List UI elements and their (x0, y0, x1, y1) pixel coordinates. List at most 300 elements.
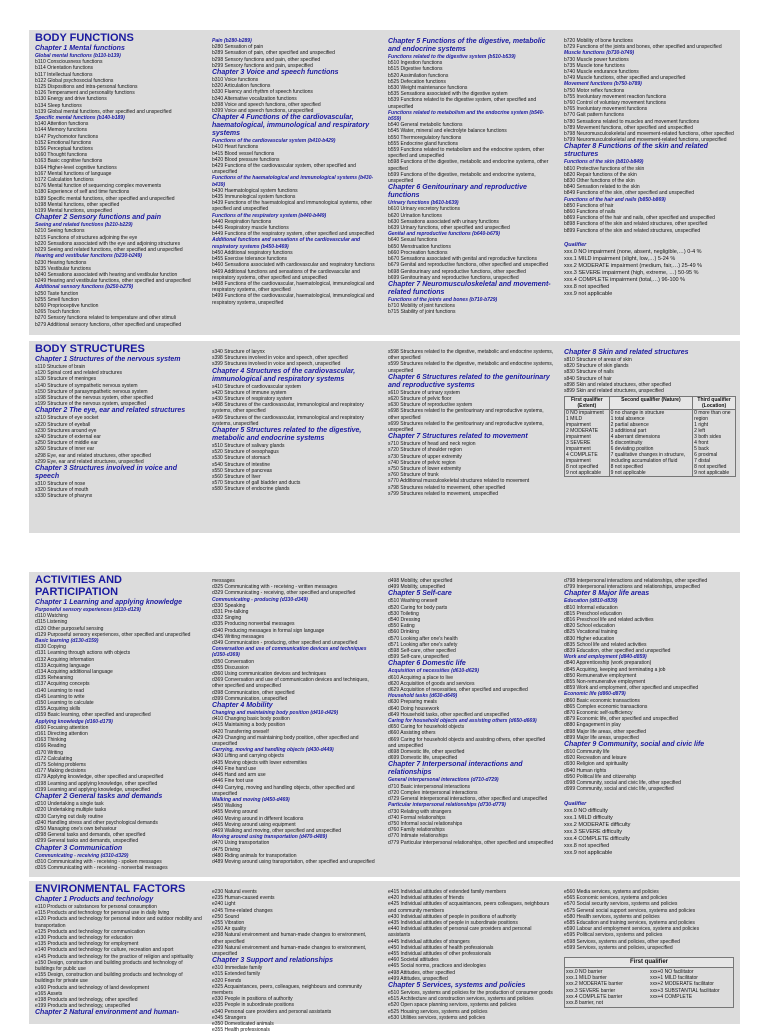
ef-qualifier-facilitators (649, 968, 733, 1007)
code-entry: b530 Weight maintenance functions (388, 85, 468, 92)
code-entry: b429 Functions of the cardiovascular system, other specified and unspecified (212, 163, 356, 176)
code-entry: s320 Structure of mouth (35, 487, 89, 494)
ap-qualifier-list (564, 808, 734, 857)
code-entry: b445 Respiratory muscle functions (212, 225, 289, 232)
chapter-heading: Chapter 7 Neuromusculoskeletal and movement-related functions (388, 280, 551, 296)
code-entry: d332 Singing (212, 615, 242, 622)
ap-col-2 (212, 578, 378, 876)
code-entry: d660 Assisting others (388, 730, 436, 737)
code-entry: s299 Eye, ear and related structures, unspecified (35, 458, 144, 465)
bf-qualifier-title: Qualifier (564, 241, 587, 248)
code-entry: d860 Basic economic transactions (564, 697, 640, 704)
subgroup-heading: Education (d810-d839) (564, 598, 618, 605)
qualifier-entry: xxx.2 MODERATE barrier (566, 981, 623, 988)
ef-qualifier-head: First qualifier (564, 957, 734, 968)
bs-col-4 (564, 349, 736, 531)
code-entry: e570 Social security services, systems and policies (564, 901, 678, 908)
code-entry: d134 Acquiring additional language (35, 669, 113, 676)
activities-participation-panel (29, 572, 740, 877)
code-entry: d835 School life and related activities (564, 641, 647, 648)
code-entry: s120 Spinal cord and related structures (35, 370, 122, 377)
code-entry: b160 Thought functions (35, 152, 88, 159)
bs-col-1 (35, 343, 203, 531)
qualifier-entry: 0 no change in structure (610, 410, 665, 417)
code-entry: e575 General social support services, systems and policies (564, 907, 696, 914)
bf-col-4 (564, 38, 734, 334)
qualifier-entry: xxx.4 COMPLETE difficulty (564, 835, 630, 842)
code-entry: b670 Sensations associated with genital and reproductive functions (388, 256, 537, 263)
code-entry: s140 Structure of sympathetic nervous system (35, 382, 138, 389)
code-entry: s399 Structures involved in voice and speech, unspecified (212, 361, 341, 368)
subgroup-heading: Functions of the hair and nails (b850-b869) (564, 196, 666, 203)
code-entry: s530 Structure of stomach (212, 455, 271, 462)
code-entry: b117 Intellectual functions (35, 71, 93, 78)
chapter-heading: Chapter 2 General tasks and demands (35, 793, 163, 801)
code-entry: e230 Natural events (212, 889, 257, 895)
chapter-heading: Chapter 1 Mental functions (35, 45, 125, 52)
qualifier-entry: xxx.4 COMPLETE impairment (total,…) 96-100 % (564, 276, 686, 283)
subgroup-heading: Additional functions and sensations of the cardiovascular and respiratory systems (b450-b469) (212, 237, 361, 250)
qualifier-entry: 1 right (694, 422, 709, 429)
code-entry: b399 Voice and speech functions, unspecified (212, 108, 314, 115)
chapter-heading: Chapter 4 Functions of the cardiovascular, haematological, immunological and respiratory systems (212, 114, 370, 138)
ef-col-4-list (564, 889, 734, 951)
code-entry: d870 Economic self-sufficiency (564, 710, 633, 717)
chapter-heading: Chapter 2 Sensory functions and pain (35, 214, 162, 222)
code-entry: s550 Structure of pancreas (212, 467, 273, 474)
subgroup-heading: Pain (b280-b289) (212, 38, 252, 44)
qualifier-entry: xxx.3 SEVERE impairment (high, extreme, …) 50-95 % (564, 269, 699, 276)
chapter-heading: Chapter 1 Learning and applying knowledge (35, 599, 183, 606)
code-entry: b598 Functions of the digestive, metabolic and endocrine systems, other specified (388, 159, 549, 172)
code-entry: e450 Individual attitudes of health professionals (388, 944, 494, 951)
chapter-heading: Chapter 5 Functions of the digestive, metabolic and endocrine systems (388, 38, 546, 53)
code-entry: d770 Intimate relationships (388, 833, 448, 840)
code-entry: d325 Communicating with - receiving - written messages (212, 584, 338, 591)
code-entry: b144 Memory functions (35, 127, 87, 134)
code-entry: e345 Strangers (212, 1014, 247, 1021)
qualifier-entry: 9 not applicable (610, 470, 646, 477)
code-entry: d499 Mobility, unspecified (388, 584, 446, 591)
code-entry: s799 Structures related to movement, unspecified (388, 490, 499, 497)
qualifier-entry: 2 left (694, 428, 705, 435)
code-entry: e260 Air quality (212, 926, 247, 933)
subgroup-heading: Functions of the respiratory system (b440-b449) (212, 212, 327, 219)
code-entry: e165 Assets (35, 990, 63, 997)
qualifier-entry: 7 distal (694, 458, 710, 465)
code-entry: e199 Products and technology, unspecified (35, 1003, 131, 1010)
code-entry: e515 Architecture and construction services, systems and policies (388, 996, 534, 1003)
qualifier-entry: 9 not applicable (694, 470, 730, 477)
code-entry: b420 Blood pressure functions (212, 156, 280, 163)
subgroup-heading: Seeing and related functions (b210-b229) (35, 222, 133, 229)
chapter-heading: Chapter 3 Support and relationships (212, 957, 333, 965)
code-entry: s499 Structures of the cardiovascular, immunological and respiratory systems, unspecified (212, 414, 364, 427)
code-entry: d398 Communication, other specified (212, 689, 295, 696)
code-entry: b715 Stability of joint functions (388, 309, 456, 316)
qualifier-entry: xxx.0 NO impairment (none, absent, negligible,…) 0-4 % (564, 248, 702, 255)
code-entry: b230 Hearing functions (35, 259, 87, 266)
code-entry: d520 Caring for body parts (388, 604, 448, 611)
code-entry: d779 Particular interpersonal relationships, other specified and unspecified (388, 839, 554, 846)
code-entry: d620 Acquisition of goods and services (388, 680, 475, 687)
bf-qualifier-list (564, 249, 734, 298)
bf-col-3-list (388, 38, 554, 316)
code-entry: b260 Proprioceptive function (35, 302, 99, 309)
code-entry: b540 General metabolic functions (388, 122, 463, 129)
code-entry: b735 Muscle tone functions (564, 62, 625, 69)
code-entry: e565 Economic services, systems and policies (564, 895, 668, 902)
code-entry: b110 Consciousness functions (35, 59, 103, 66)
code-entry: s610 Structure of urinary system (388, 389, 460, 396)
code-entry: s898 Skin and related structures, other specified (564, 381, 672, 388)
code-entry: d446 Fine foot use (212, 778, 254, 785)
code-entry: e130 Products and technology for education (35, 935, 133, 942)
code-entry: e310 Immediate family (212, 965, 263, 972)
code-entry: s598 Structures related to the digestive, metabolic and endocrine systems, other specified (388, 349, 554, 362)
code-entry: b455 Exercise tolerance functions (212, 256, 288, 263)
chapter-heading: Chapter 7 Interpersonal interactions and relationships (388, 761, 523, 777)
ap-title: ACTIVITIES AND PARTICIPATION (35, 574, 122, 598)
code-entry: d798 Interpersonal interactions and relationships, other specified (564, 578, 708, 584)
code-entry: d920 Recreation and leisure (564, 755, 627, 762)
code-entry: s730 Structure of upper extremity (388, 453, 462, 460)
chapter-heading: Chapter 9 Community, social and civic life (564, 741, 705, 749)
code-entry: e530 Utilities services, systems and policies (388, 1014, 486, 1021)
code-entry: d315 Communicating with - receiving - nonverbal messages (35, 864, 168, 871)
code-entry: d998 Community, social and civic life, other specified (564, 780, 681, 787)
qualifier-entry: xxx.1 MILD impairment (slight, low,…) 5-24 % (564, 255, 676, 262)
code-entry: b679 Genital and reproductive functions, other specified and unspecified (388, 262, 549, 269)
chapter-heading: Chapter 6 Genitourinary and reproductive functions (388, 184, 527, 200)
code-entry: e455 Individual attitudes of other professionals (388, 951, 492, 958)
ef-col-4 (564, 889, 734, 1024)
code-entry: e350 Domesticated animals (212, 1021, 274, 1028)
bs-qualifier-header-3: Third qualifier (Location) (693, 397, 736, 410)
code-entry: b449 Functions of the respiratory system, other specified and unspecified (212, 231, 375, 238)
ap-col-3 (388, 578, 554, 876)
code-entry: d469 Walking and moving, other specified and unspecified (212, 827, 342, 834)
subgroup-heading: Additional sensory functions (b250-b279) (35, 284, 134, 291)
chapter-heading: Chapter 5 Structures related to the digestive, metabolic and endocrine systems (212, 427, 362, 443)
code-entry: e240 Light (212, 901, 236, 908)
code-entry: e145 Products and technology for the practice of religion and spirituality (35, 953, 194, 960)
code-entry: d650 Caring for household objects (388, 724, 465, 731)
code-entry: b152 Emotional functions (35, 139, 92, 146)
chapter-heading: Chapter 4 Mobility (212, 702, 273, 710)
ef-title: ENVIRONMENTAL FACTORS (35, 883, 186, 895)
code-entry: b755 Involuntary movement reaction functions (564, 93, 667, 100)
code-entry: s340 Structure of larynx (212, 349, 265, 355)
code-entry: d898 Major life areas, other specified (564, 728, 646, 735)
code-entry: s260 Structure of inner ear (35, 446, 95, 453)
subgroup-heading: Purposeful sensory experiences (d110-d129) (35, 607, 141, 613)
code-entry: e330 People in positions of authority (212, 996, 293, 1003)
code-entry: b515 Digestive functions (388, 66, 443, 73)
code-entry: e440 Individual attitudes of personal care providers and personal assistants (388, 926, 532, 939)
code-entry: d220 Undertaking multiple tasks (35, 807, 107, 814)
code-entry: b249 Hearing and vestibular functions, other specified and unspecified (35, 278, 191, 285)
code-entry: e245 Time-related changes (212, 907, 273, 914)
code-entry: b330 Fluency and rhythm of speech functions (212, 89, 313, 96)
code-entry: d179 Applying knowledge, other specified and unspecified (35, 774, 164, 781)
code-entry: b430 Haematological system functions (212, 187, 298, 194)
code-entry: e355 Health professionals (212, 1027, 270, 1033)
code-entry: s150 Structure of parasympathetic nervous system (35, 388, 148, 395)
code-entry: d455 Moving around (212, 809, 258, 816)
chapter-heading: Chapter 3 Voice and speech functions (212, 69, 339, 77)
ap-col-1 (35, 574, 203, 876)
code-entry: b125 Dispositions and intra-personal functions (35, 84, 138, 91)
code-entry: b289 Sensation of pain, other specified and unspecified (212, 50, 335, 57)
code-entry: d820 School education (564, 623, 615, 630)
code-entry: d449 Carrying, moving and handling objects, other specified and unspecified (212, 784, 355, 797)
subgroup-heading: Functions of the haematological and immunological systems (b430-b439) (212, 175, 374, 188)
code-entry: b280 Sensation of pain (212, 44, 264, 51)
code-entry: b176 Mental function of sequencing complex movements (35, 183, 162, 190)
subgroup-heading: General interpersonal interactions (d710-d729) (388, 777, 499, 784)
code-entry: b460 Sensations associated with cardiovascular and respiratory functions (212, 262, 375, 269)
code-entry: d999 Community, social and civic life, unspecified (564, 786, 674, 793)
code-entry: d163 Thinking (35, 737, 67, 744)
code-entry: b620 Urination functions (388, 212, 442, 219)
ef-col-2-list (212, 889, 378, 1033)
bs-col-3 (388, 349, 554, 531)
code-entry: e435 Individual attitudes of people in subordinate positions (388, 920, 518, 927)
code-entry: s770 Additional musculoskeletal structures related to movement (388, 478, 530, 485)
subgroup-heading: Communicating - receiving (d310-d329) (35, 852, 129, 859)
code-entry: b820 Repair functions of the skin (564, 171, 637, 178)
code-entry: e160 Products and technology of land development (35, 984, 149, 991)
qualifier-entry: 3 SEVERE impairment (566, 440, 591, 453)
code-entry: d498 Mobility, other specified (388, 578, 453, 584)
code-entry: s710 Structure of head and neck region (388, 441, 476, 448)
code-entry: d410 Changing basic body position (212, 716, 290, 723)
code-entry: d729 General interpersonal interactions, other specified and unspecified (388, 796, 548, 803)
qualifier-entry: xxx+3 SUBSTANTIAL facilitator (650, 987, 720, 994)
code-entry: b650 Menstruation functions (388, 243, 451, 250)
qualifier-entry: xxx.3 SEVERE barrier (566, 987, 616, 994)
chapter-heading: Chapter 8 Skin and related structures (564, 349, 689, 356)
chapter-heading: Chapter 3 Structures involved in voice and speech (35, 465, 177, 481)
code-entry: d340 Producing messages in formal sign language (212, 627, 325, 634)
code-entry: s510 Structure of salivary glands (212, 443, 285, 450)
qualifier-entry: 2 partial absence (610, 422, 649, 429)
code-entry: s110 Structure of brain (35, 364, 86, 370)
bf-col-3 (388, 38, 554, 334)
qualifier-entry: 4 aberrant dimensions (610, 434, 661, 441)
code-entry: d845 Acquiring, keeping and terminating a job (564, 666, 666, 673)
code-entry: b499 Functions of the cardiovascular, haematological, immunological and respiratory systems, unspecified (212, 293, 375, 306)
code-entry: s760 Structure of trunk (388, 472, 439, 479)
code-entry: b545 Water, mineral and electrolyte balance functions (388, 128, 507, 135)
qualifier-entry: xxx.9 not applicable (564, 290, 613, 297)
code-entry: b660 Procreation functions (388, 249, 448, 256)
code-entry: s599 Structures related to the digestive, metabolic and endocrine systems, unspecified (388, 361, 554, 374)
code-entry: d571 Looking after one's safety (388, 641, 458, 648)
code-entry: d360 Using communication devices and techniques (212, 671, 326, 678)
code-entry: s740 Structure of pelvic region (388, 459, 456, 466)
code-entry: d349 Communication - producing, other specified and unspecified (212, 640, 358, 647)
chapter-heading: Chapter 6 Domestic life (388, 660, 466, 668)
code-entry: e198 Products and technology, other specified (35, 997, 138, 1004)
code-entry: s720 Structure of shoulder region (388, 447, 462, 454)
ap-col-3-list (388, 578, 554, 846)
code-entry: b789 Movement functions, other specified and unspecified (564, 124, 693, 131)
code-entry: b539 Functions related to the digestive system, other specified and unspecified (388, 97, 537, 110)
code-entry: b122 Global psychosocial functions (35, 77, 114, 84)
subgroup-heading: Genital and reproductive functions (b640-b679) (388, 231, 500, 238)
code-entry: b298 Sensory functions and pain, other specified (212, 56, 321, 63)
code-entry: d730 Relating with strangers (388, 808, 452, 815)
code-entry: e585 Education and training services, systems and policies (564, 920, 695, 927)
code-entry: b189 Specific mental functions, other specified and unspecified (35, 195, 175, 202)
subgroup-heading: Caring for household objects and assisting others (d650-d669) (388, 718, 537, 725)
qualifier-entry: 3 both sides (694, 434, 722, 441)
chapter-heading: Chapter 8 Major life areas (564, 590, 650, 598)
code-entry: d630 Preparing meals (388, 699, 437, 706)
qualifier-entry: 6 deviating position (610, 446, 654, 453)
ef-col-1-list (35, 896, 203, 1017)
code-entry: d199 Learning and applying knowledge, unspecified (35, 786, 151, 793)
code-entry: d145 Learning to write (35, 693, 85, 700)
code-entry: b134 Sleep functions (35, 102, 82, 109)
code-entry: d170 Writing (35, 749, 63, 756)
code-entry: b210 Seeing functions (35, 228, 85, 235)
chapter-heading: Chapter 6 Structures related to the genitourinary and reproductive systems (388, 373, 550, 389)
code-entry: d250 Managing one's own behaviour (35, 825, 117, 832)
code-entry: b410 Heart functions (212, 144, 259, 151)
ef-col-1 (35, 883, 203, 1024)
subgroup-heading: Specific mental functions (b140-b189) (35, 115, 125, 122)
code-entry: b639 Urinary functions, other specified and unspecified (388, 225, 510, 232)
code-entry: s750 Structure of lower extremity (388, 466, 462, 473)
code-entry: e520 Open space planning services, systems and policies (388, 1002, 517, 1009)
code-entry: b710 Mobility of joint functions (388, 303, 455, 310)
code-entry: b510 Ingestion functions (388, 60, 443, 67)
body-structures-panel (29, 341, 740, 533)
code-entry: d137 Acquiring concepts (35, 681, 90, 688)
subgroup-heading: Functions of the cardiovascular system (b410-b429) (212, 138, 336, 145)
code-entry: d560 Drinking (388, 629, 419, 636)
code-entry: b830 Other functions of the skin (564, 178, 635, 185)
code-entry: s520 Structure of oesophagus (212, 449, 279, 456)
ef-col-2 (212, 889, 378, 1033)
code-entry: d299 General tasks and demands, unspecified (35, 838, 139, 845)
code-entry: e510 Services, systems and policies for the production of consumer goods (388, 990, 553, 997)
qualifier-entry: 2 MODERATE impairment (566, 428, 599, 441)
code-entry: s580 Structure of endocrine glands (212, 486, 290, 493)
code-entry: b279 Additional sensory functions, other specified and unspecified (35, 321, 182, 328)
code-entry: d599 Self-care, unspecified (388, 654, 449, 661)
code-entry: e460 Societal attitudes (388, 957, 439, 964)
subgroup-heading: Functions of the joints and bones (b710-b729) (388, 296, 498, 303)
code-entry: b559 Functions related to metabolism and the endocrine system, other specified and unspecified (388, 147, 545, 160)
code-entry: b147 Psychomotor functions (35, 133, 99, 140)
code-entry: s430 Structure of respiratory system (212, 396, 293, 403)
code-entry: d133 Acquiring language (35, 662, 91, 669)
code-entry: b167 Mental functions of language (35, 170, 112, 177)
bf-col-2-list (212, 38, 378, 306)
code-entry: b130 Energy and drive functions (35, 96, 107, 103)
code-entry: e445 Individual attitudes of strangers (388, 938, 470, 945)
subgroup-heading: Muscle functions (b730-b749) (564, 50, 635, 57)
subgroup-heading: Acquisition of necessities (d610-d629) (388, 668, 479, 675)
code-entry: b749 Muscle functions, other specified and unspecified (564, 75, 686, 82)
code-entry: b770 Gait pattern functions (564, 112, 625, 119)
code-entry: s240 Structure of external ear (35, 434, 101, 441)
qualifier-entry: 1 MILD impairment (566, 416, 591, 429)
code-entry: d240 Handling stress and other psychological demands (35, 819, 158, 826)
code-entry: d470 Using transportation (212, 840, 270, 847)
qualifier-entry: xxx.3 SEVERE difficulty (564, 828, 622, 835)
qualifier-entry: 7 qualitative changes in structure, including accumulation of fluid (610, 452, 686, 465)
code-entry: d540 Dressing (388, 617, 421, 624)
code-entry: d310 Communicating with - receiving - spoken messages (35, 858, 162, 865)
code-entry: s398 Structures involved in voice and speech, other specified (212, 355, 348, 362)
code-entry: d198 Learning and applying knowledge, other specified (35, 780, 158, 787)
qualifier-entry: xxx+0 NO facilitator (650, 969, 694, 976)
code-entry: b398 Voice and speech functions, other specified (212, 101, 321, 108)
code-entry: b520 Assimilation functions (388, 72, 449, 79)
bf-col-2 (212, 38, 378, 334)
code-entry: e425 Individual attitudes of acquaintances, peers colleagues, neighbours and community members (388, 901, 550, 914)
code-entry: d598 Self-care, other specified (388, 648, 456, 655)
code-entry: d880 Engagement in play (564, 722, 621, 729)
code-entry: e580 Health services, systems and policies (564, 913, 660, 920)
qualifier-entry: 3 additional part (610, 428, 647, 435)
code-entry: s330 Structure of pharynx (35, 493, 93, 500)
code-entry: b765 Involuntary movement functions (564, 106, 648, 113)
subgroup-heading: Functions related to the digestive system (b510-b539) (388, 54, 516, 60)
code-entry: d740 Formal relationships (388, 814, 446, 821)
code-entry: b140 Attention functions (35, 121, 89, 128)
chapter-heading: Chapter 8 Functions of the skin and related structures (564, 143, 708, 159)
chapter-heading: Chapter 2 Natural environment and human- (35, 1009, 179, 1017)
code-entry: e299 Natural environment and human-made changes to environment, unspecified (212, 944, 367, 958)
code-entry: d839 Education, other specified and unspecified (564, 648, 671, 655)
bf-col-1-list (35, 45, 203, 328)
code-entry: d335 Producing nonverbal messages (212, 621, 295, 628)
qualifier-entry: 9 not applicable (566, 470, 602, 477)
code-entry: d510 Washing oneself (388, 598, 438, 605)
code-entry: s899 Skin and related structures, unspecified (564, 388, 664, 395)
code-entry: d750 Informal social relationships (388, 820, 463, 827)
code-entry: d810 Informal education (564, 604, 618, 611)
chapter-heading: Chapter 4 Structures of the cardiovascular, immunological and respiratory systems (212, 367, 356, 383)
code-entry: b469 Additional functions and sensations of the cardiovascular and respiratory systems, other specified and unspecified (212, 268, 360, 281)
code-entry: d115 Listening (35, 619, 68, 626)
chapter-heading: Chapter 1 Structures of the nervous system (35, 356, 181, 363)
environmental-factors-panel (29, 881, 740, 1033)
code-entry: b126 Temperament and personality functions (35, 90, 135, 97)
subgroup-heading: Urinary functions (b610-b639) (388, 200, 459, 207)
qualifier-entry: 0 more than one region (694, 410, 731, 423)
qualifier-entry: 4 COMPLETE impairment (566, 452, 598, 465)
code-entry: s810 Structure of areas of skin (564, 357, 632, 363)
subgroup-heading: Global mental functions (b110-b139) (35, 53, 121, 59)
code-entry: d699 Domestic life, unspecified (388, 755, 458, 762)
code-entry: s840 Structure of hair (564, 375, 612, 382)
code-entry: b198 Mental functions, other specified (35, 201, 120, 208)
code-entry: d440 Fine hand use (212, 765, 257, 772)
code-entry: d369 Conversation and use of communication devices and techniques, other specified and unspecified (212, 677, 369, 690)
subgroup-heading: Walking and moving (d450-d469) (212, 796, 290, 803)
code-entry: b240 Sensations associated with hearing and vestibular function (35, 271, 178, 278)
code-entry: s130 Structure of meninges (35, 376, 97, 383)
code-entry: e499 Attitudes, unspecified (388, 975, 448, 982)
code-entry: b750 Motor reflex functions (564, 87, 625, 94)
